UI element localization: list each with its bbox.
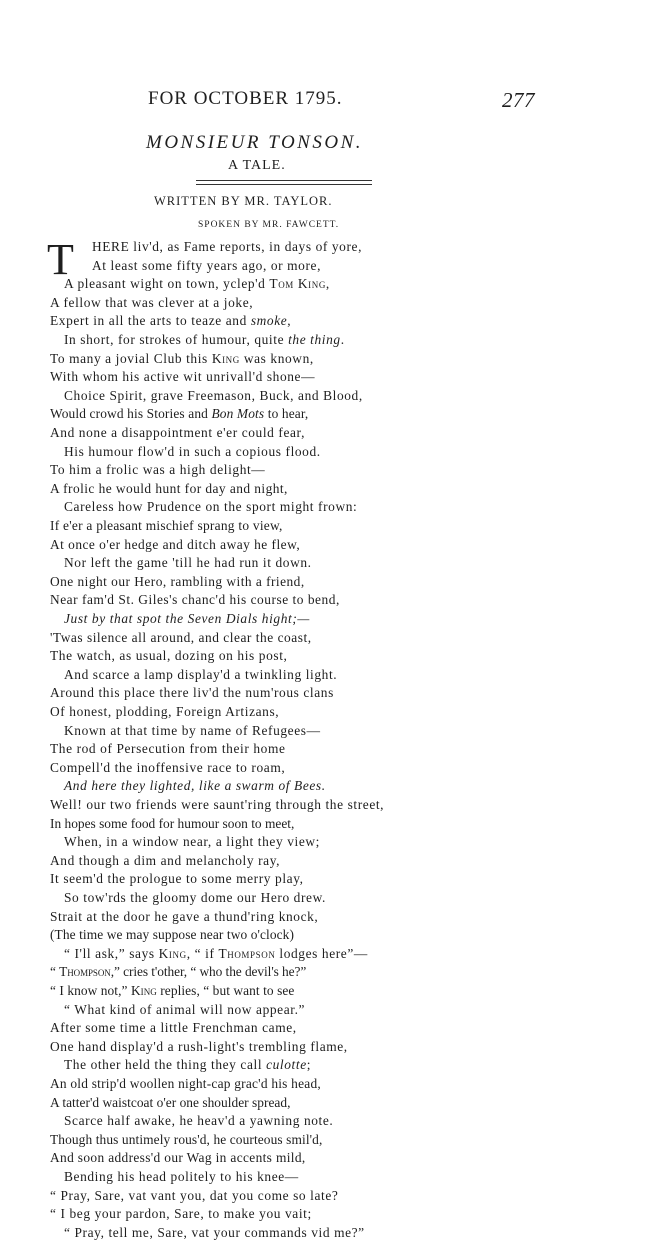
poem-line (64, 889, 326, 907)
poem-line (64, 777, 326, 795)
poem-line (50, 1094, 290, 1112)
poem-line (50, 368, 315, 386)
poem-line (50, 1205, 312, 1223)
poem-line (50, 982, 294, 1000)
poem-line (50, 796, 384, 814)
poem-line-text: The rod of Persecution from their home (50, 741, 286, 757)
poem-line-text: The watch, as usual, dozing on his post, (50, 648, 288, 664)
poem-line (50, 926, 294, 944)
poem-line-text: Scarce half awake, he heav'd a yawning note. (64, 1113, 334, 1129)
poem-line-text: “ What kind of animal will now appear.” (64, 1001, 306, 1017)
poem-line (50, 870, 304, 888)
poem-line (50, 629, 312, 647)
poem-line (50, 759, 285, 777)
poem-line-text: HERE liv'd, as Fame reports, in days of yore, (92, 239, 363, 254)
poem-line (50, 740, 286, 758)
poem-line-text: King (130, 983, 157, 998)
poem-line (50, 852, 280, 870)
poem-line-text: Tom King (269, 276, 326, 292)
poem-line-text: The other held the thing they call (64, 1057, 267, 1073)
poem-line (64, 387, 363, 405)
poem-line-text: Choice Spirit, grave Freemason, Buck, and Blood, (64, 387, 363, 403)
author-credit: WRITTEN BY MR. TAYLOR. (154, 194, 333, 208)
poem-line (64, 275, 330, 293)
poem-line (50, 591, 340, 609)
poem-line-text: One hand display'd a rush-light's trembling flame, (50, 1038, 348, 1054)
poem-line (50, 1131, 322, 1149)
poem-line-text: An old strip'd woollen night-cap grac'd his head, (50, 1076, 321, 1091)
poem-line-text: to hear, (264, 406, 309, 422)
poem-line-text: At least some fifty years ago, or more, (92, 257, 322, 273)
poem-line-text: His humour flow'd in such a copious flood. (64, 443, 321, 459)
poem-line (50, 517, 283, 535)
poem-line-text: It seem'd the prologue to some merry play, (50, 871, 304, 887)
poem-line (50, 405, 308, 423)
poem-line-text: And soon address'd our Wag in accents mild, (50, 1150, 306, 1166)
poem-line (50, 1149, 306, 1167)
poem-subtitle: A TALE. (228, 158, 286, 173)
divider-rule (196, 180, 372, 181)
poem-line (64, 498, 357, 516)
poem-line (64, 554, 312, 572)
poem-line (50, 294, 253, 312)
poem-line (50, 963, 306, 981)
poem-line (64, 722, 321, 740)
poem-line-text: At once o'er hedge and ditch away he flew, (50, 536, 301, 552)
poem-line-text: . (340, 332, 345, 347)
poem-line (50, 312, 291, 330)
poem-title: MONSIEUR TONSON. (146, 132, 363, 153)
poem-line-text: A tatter'd waistcoat o'er one shoulder spread, (50, 1094, 291, 1110)
poem-line-text: Just by that spot the Seven Dials hight;— (64, 611, 310, 626)
poem-line-text: ; (306, 1057, 312, 1073)
poem-line (50, 1075, 321, 1093)
poem-line (64, 1112, 333, 1130)
poem-line-text: Nor left the game 'till he had run it down. (64, 555, 312, 571)
poem-line-text: Compell'd the inoffensive race to roam, (50, 759, 286, 775)
poem-line (50, 647, 287, 665)
poem-line-text: Known at that time by name of Refugees— (64, 722, 321, 738)
poem-line-text: the thing (288, 332, 341, 347)
poem-line-text: “ Pray, tell me, Sare, vat your commands vid me?” (64, 1224, 365, 1240)
divider-rule (196, 184, 372, 185)
poem-line-text: Careless how Prudence on the sport might frown: (64, 499, 358, 515)
poem-line-text: With whom his active wit unrivall'd shone— (50, 369, 316, 385)
poem-line-text: (The time we may suppose near two o'clock) (50, 927, 295, 943)
poem-line (50, 1187, 338, 1205)
poem-line-text: So tow'rds the gloomy dome our Hero drew. (64, 890, 326, 905)
speaker-credit: SPOKEN BY MR. FAWCETT. (198, 220, 340, 230)
poem-line-text: And though a dim and melancholy ray, (50, 852, 281, 868)
poem-line-text: replies, “ but want to see (156, 983, 295, 998)
poem-line-text: When, in a window near, a light they view; (64, 834, 320, 850)
poem-line-text: King (211, 350, 240, 366)
poem-line-text: smoke (250, 313, 288, 329)
poem-line-text: Would crowd his Stories and (50, 406, 212, 422)
poem-line-text: In hopes some food for humour soon to meet, (50, 815, 295, 831)
poem-line-text: Though thus untimely rous'd, he courteous smil'd, (50, 1131, 323, 1147)
poem-line (50, 1038, 348, 1056)
running-head: FOR OCTOBER 1795. (148, 88, 343, 109)
poem-line-text: To many a jovial Club this (50, 350, 212, 366)
poem-line-text: “ (50, 964, 60, 980)
poem-line-text: Near fam'd St. Giles's chanc'd his course to bend, (50, 592, 340, 608)
poem-line-text: And here they lighted, like a swarm of Bees. (64, 778, 326, 794)
poem-line-text: Around this place there liv'd the num'rous clans (50, 685, 334, 701)
poem-line (50, 684, 334, 702)
poem-line (50, 461, 265, 479)
poem-line (50, 815, 294, 833)
poem-line (50, 536, 300, 554)
poem-line (50, 350, 314, 368)
poem-line-text: A fellow that was clever at a joke, (50, 294, 254, 310)
poem-line-text: King (158, 945, 187, 961)
poem-line (92, 238, 362, 256)
poem-line (64, 945, 368, 963)
poem-line-text: After some time a little Frenchman came, (50, 1020, 297, 1036)
poem-line-text: , “ if (186, 945, 219, 961)
poem-line (64, 443, 321, 461)
poem-line-text: If e'er a pleasant mischief sprang to view, (50, 518, 283, 533)
poem-line-text: Well! our two friends were saunt'ring through the street, (50, 797, 385, 812)
poem-line-text: One night our Hero, rambling with a friend, (50, 573, 305, 589)
poem-line-text: “ I'll ask,” says (64, 945, 159, 961)
poem-line-text: A frolic he would hunt for day and night, (50, 480, 288, 496)
poem-line-text: “ Pray, Sare, vat vant you, dat you come so late? (50, 1187, 339, 1203)
poem-line (64, 1168, 299, 1186)
poem-line (50, 573, 305, 591)
poem-line-text: Of honest, plodding, Foreign Artizans, (50, 704, 280, 719)
poem-line-text: “ I beg your pardon, Sare, to make you vait; (50, 1206, 312, 1222)
poem-line (64, 666, 337, 684)
poem-line (64, 1224, 365, 1242)
poem-line-text: , (287, 313, 292, 329)
poem-line (50, 424, 305, 442)
poem-line-text: And scarce a lamp display'd a twinkling light. (64, 666, 338, 682)
poem-line-text: And none a disappointment e'er could fear, (50, 425, 306, 440)
poem-line (50, 908, 318, 926)
poem-line (50, 480, 288, 498)
poem-line (64, 331, 345, 349)
poem-line-text: Strait at the door he gave a thund'ring knock, (50, 908, 319, 924)
poem-line-text: Thompson (59, 964, 111, 980)
poem-line (64, 610, 310, 628)
poem-line-text: 'Twas silence all around, and clear the coast, (50, 629, 312, 645)
poem-line (64, 1001, 305, 1019)
poem-line-text: ,” cries t'other, “ who the devil's he?” (110, 964, 307, 980)
poem-line-text: , (325, 276, 330, 292)
poem-line-text: was known, (239, 350, 314, 366)
poem-line-text: Bon Mots (211, 406, 265, 422)
page-number: 277 (502, 88, 535, 112)
poem-line-text: lodges here”— (275, 945, 368, 961)
drop-cap: T (47, 235, 74, 284)
poem-line-text: Expert in all the arts to teaze and (50, 313, 251, 329)
poem-line (50, 703, 279, 721)
poem-line (92, 257, 321, 275)
poem-line-text: Bending his head politely to his knee— (64, 1169, 299, 1184)
poem-line-text: To him a frolic was a high delight— (50, 462, 266, 478)
poem-line-text: A pleasant wight on town, yclep'd (64, 276, 270, 292)
poem-line-text: culotte (266, 1057, 307, 1073)
poem-line (50, 1019, 297, 1037)
poem-line-text: In short, for strokes of humour, quite (64, 332, 289, 347)
poem-line-text: Thompson (218, 945, 276, 961)
poem-line-text: “ I know not,” (50, 983, 131, 998)
poem-line (64, 833, 320, 851)
poem-line (64, 1056, 311, 1074)
